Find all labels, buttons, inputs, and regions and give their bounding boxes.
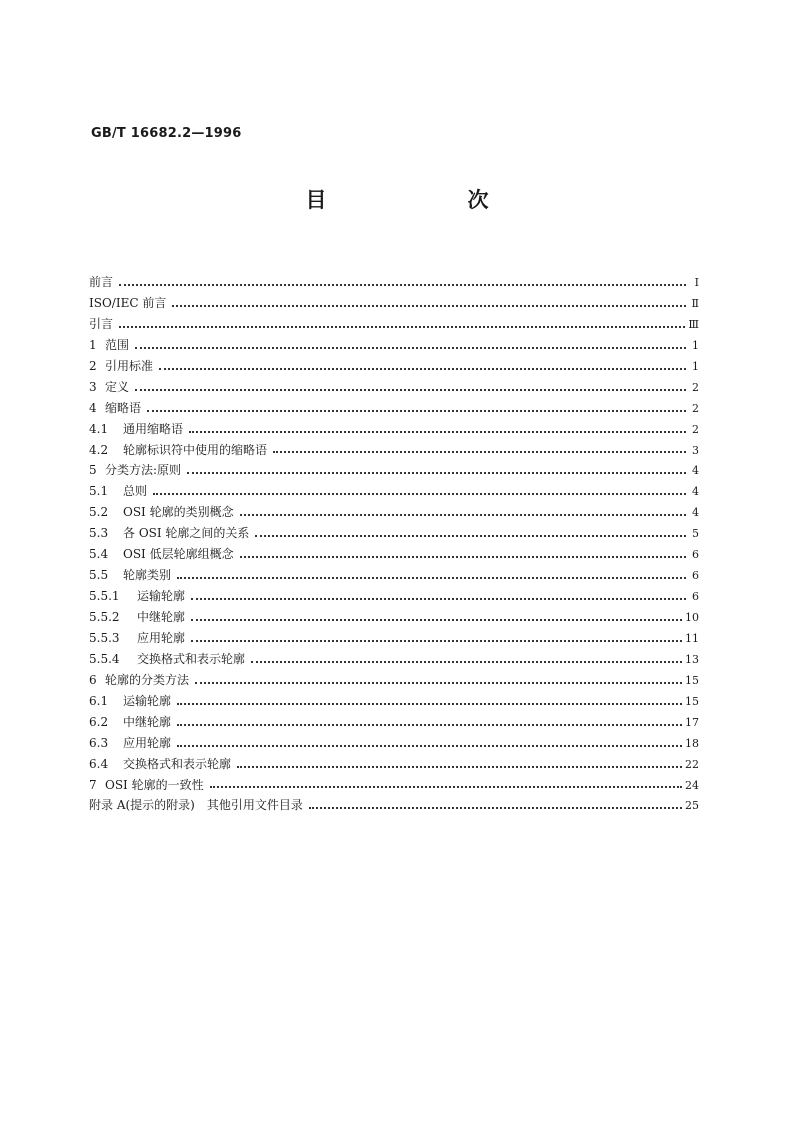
toc-entry[interactable] <box>89 504 699 525</box>
toc-entry-label: 缩略语 <box>105 400 142 415</box>
toc-entry-heading <box>89 483 150 499</box>
toc-entry-page-number: 6 <box>692 548 699 562</box>
dot-leader <box>237 766 682 768</box>
toc-entry-label: 应用轮廓 <box>137 630 186 645</box>
toc-entry-page-number: 18 <box>685 736 699 750</box>
toc-entry-label: OSI 轮廓的类别概念 <box>123 505 234 520</box>
toc-entry-page-number: Ⅲ <box>688 317 699 331</box>
toc-entry-number: 4.1 <box>89 421 109 436</box>
toc-entry-number: 4.2 <box>89 442 109 457</box>
toc-entry-label: 总则 <box>123 484 148 499</box>
toc-entry-heading <box>89 400 144 416</box>
toc-entry-number: 5.5.2 <box>89 610 120 624</box>
toc-entry-label: OSI 轮廓的一致性 <box>105 777 204 792</box>
toc-entry-page-number: 4 <box>692 506 699 520</box>
toc-entry[interactable] <box>89 274 699 295</box>
toc-entry-heading <box>89 337 132 353</box>
dot-leader <box>255 535 686 537</box>
toc-entry[interactable] <box>89 546 699 567</box>
toc-entry-heading <box>89 609 188 625</box>
toc-entry-page-number: 3 <box>692 443 699 457</box>
toc-entry-number: 4 <box>89 400 97 415</box>
toc-entry-heading <box>89 588 188 604</box>
toc-entry-label: 各 OSI 轮廓之间的关系 <box>123 526 250 541</box>
toc-entry-page-number: 1 <box>692 359 699 373</box>
toc-entry-number: 5.5.3 <box>89 630 120 645</box>
toc-entry-label: ISO/IEC 前言 <box>89 295 167 310</box>
dot-leader <box>240 514 686 516</box>
toc-entry[interactable] <box>89 693 699 714</box>
dot-leader <box>191 598 686 600</box>
toc-entry[interactable] <box>89 379 699 400</box>
toc-entry[interactable] <box>89 316 699 337</box>
toc-entry-number: 5.4 <box>89 547 109 562</box>
toc-entry-page-number: 2 <box>692 380 699 394</box>
toc-entry-heading <box>89 295 169 311</box>
toc-entry-page-number: 25 <box>685 799 699 813</box>
toc-entry[interactable] <box>89 651 699 672</box>
toc-entry[interactable] <box>89 797 699 818</box>
toc-entry-heading <box>89 316 116 332</box>
toc-entry-page-number: Ⅱ <box>691 296 699 310</box>
toc-entry-label: 轮廓类别 <box>123 568 172 583</box>
toc-entry-page-number: 24 <box>685 778 699 792</box>
toc-entry-page-number: 6 <box>692 590 699 604</box>
toc-entry[interactable] <box>89 295 699 316</box>
dot-leader <box>195 682 682 684</box>
toc-entry-number: 5.1 <box>89 484 109 499</box>
toc-entry-page-number: 1 <box>692 338 699 352</box>
toc-entry-page-number: Ⅰ <box>694 276 699 289</box>
toc-entry-page-number: 22 <box>685 757 699 771</box>
dot-leader <box>309 807 682 809</box>
toc-entry-heading <box>89 756 234 772</box>
toc-entry-label: 引用标准 <box>105 358 154 373</box>
toc-entry-heading <box>89 421 186 437</box>
dot-leader <box>177 703 682 705</box>
dot-leader <box>177 577 686 579</box>
dot-leader <box>159 368 686 370</box>
toc-entry-page-number: 2 <box>692 422 699 436</box>
toc-entry-heading <box>89 546 237 562</box>
toc-entry[interactable] <box>89 609 699 630</box>
dot-leader <box>251 661 682 663</box>
toc-entry-heading <box>89 735 174 751</box>
toc-entry-label: 中继轮廓 <box>137 610 186 624</box>
toc-entry-heading <box>89 797 306 813</box>
toc-entry-heading <box>89 651 248 667</box>
toc-entry-label: 轮廓的分类方法 <box>105 672 190 687</box>
toc-entry-heading <box>89 567 174 583</box>
toc-entry-heading <box>89 358 156 374</box>
toc-entry-label: 分类方法:原则 <box>105 463 182 478</box>
toc-entry[interactable] <box>89 588 699 609</box>
toc-entry-page-number: 5 <box>692 527 699 541</box>
toc-entry-label: 范围 <box>105 337 130 352</box>
dot-leader <box>177 745 682 747</box>
toc-entry-number: 5.5 <box>89 568 109 583</box>
toc-entry-page-number: 11 <box>685 631 699 645</box>
toc-entry-number: 5 <box>89 463 97 478</box>
toc-entry[interactable] <box>89 630 699 651</box>
dot-leader <box>187 472 686 474</box>
toc-entry-page-number: 15 <box>685 694 699 708</box>
dot-leader <box>189 431 686 433</box>
standard-code: GB/T 16682.2—1996 <box>91 126 242 141</box>
toc-entry-label: 中继轮廓 <box>123 714 172 729</box>
toc-entry-number: 6.3 <box>89 735 109 750</box>
dot-leader <box>119 326 685 328</box>
toc-entry-page-number: 4 <box>692 464 699 478</box>
dot-leader <box>135 389 686 391</box>
dot-leader <box>177 724 682 726</box>
toc-entry-label: 应用轮廓 <box>123 735 172 750</box>
toc-entry-label: 引言 <box>89 316 114 331</box>
dot-leader <box>172 305 686 307</box>
toc-entry-heading <box>89 379 132 395</box>
toc-entry[interactable] <box>89 462 699 483</box>
toc-entry[interactable] <box>89 442 699 463</box>
toc-entry-label: 交换格式和表示轮廓 <box>123 756 232 771</box>
toc-entry-label: 附录 A(提示的附录) 其他引用文件目录 <box>89 798 303 813</box>
toc-entry[interactable] <box>89 714 699 735</box>
toc-entry-label: 前言 <box>89 275 114 289</box>
toc-entry[interactable] <box>89 525 699 546</box>
toc-entry-heading <box>89 504 237 520</box>
toc-entry-number: 6 <box>89 672 97 687</box>
toc-entry[interactable] <box>89 421 699 442</box>
toc-entry[interactable] <box>89 483 699 504</box>
dot-leader <box>273 451 686 453</box>
toc-entry[interactable] <box>89 400 699 421</box>
toc-entry-heading <box>89 693 174 709</box>
toc-entry-heading <box>89 630 188 646</box>
toc-entry[interactable] <box>89 337 699 358</box>
toc-entry-label: 定义 <box>105 379 130 394</box>
dot-leader <box>119 284 686 286</box>
toc-entry-number: 5.5.1 <box>89 589 120 604</box>
toc-entry-label: 运输轮廓 <box>123 693 172 708</box>
toc-entry-page-number: 15 <box>685 673 699 687</box>
toc-entry-page-number: 10 <box>685 611 699 624</box>
toc-entry[interactable] <box>89 735 699 756</box>
toc-entry-label: 通用缩略语 <box>123 421 184 436</box>
toc-entry-page-number: 17 <box>685 715 699 729</box>
dot-leader <box>135 347 686 349</box>
dot-leader <box>240 556 686 558</box>
toc-entry-page-number: 13 <box>685 652 699 666</box>
toc-entry-number: 5.2 <box>89 505 109 520</box>
toc-entry[interactable] <box>89 567 699 588</box>
toc-entry-number: 2 <box>89 358 97 373</box>
toc-entry-number: 6.4 <box>89 756 109 771</box>
toc-entry-label: 交换格式和表示轮廓 <box>137 651 246 666</box>
toc-entry-heading <box>89 462 184 478</box>
toc-entry-page-number: 6 <box>692 569 699 583</box>
toc-entry-number: 5.5.4 <box>89 651 120 666</box>
table-of-contents <box>89 274 699 818</box>
toc-entry-number: 6.2 <box>89 714 109 729</box>
toc-entry[interactable] <box>89 358 699 379</box>
toc-entry[interactable] <box>89 777 699 798</box>
toc-entry-heading <box>89 525 252 541</box>
toc-entry-label: OSI 低层轮廓组概念 <box>123 547 234 562</box>
dot-leader <box>191 619 682 621</box>
dot-leader <box>153 493 686 495</box>
toc-entry-heading <box>89 442 270 458</box>
toc-entry[interactable] <box>89 672 699 693</box>
toc-entry-page-number: 4 <box>692 485 699 499</box>
toc-entry[interactable] <box>89 756 699 777</box>
toc-entry-number: 6.1 <box>89 693 109 708</box>
toc-entry-page-number: 2 <box>692 401 699 415</box>
dot-leader <box>147 410 686 412</box>
toc-entry-number: 5.3 <box>89 526 109 541</box>
dot-leader <box>191 640 682 642</box>
page-title: 目 次 <box>305 188 549 212</box>
dot-leader <box>210 786 682 788</box>
toc-entry-number: 1 <box>89 337 97 352</box>
toc-entry-number: 7 <box>89 777 97 792</box>
toc-entry-heading <box>89 672 192 688</box>
toc-entry-heading <box>89 777 207 793</box>
toc-entry-label: 轮廓标识符中使用的缩略语 <box>123 442 268 457</box>
toc-entry-heading <box>89 274 116 290</box>
toc-entry-number: 3 <box>89 379 97 394</box>
toc-entry-heading <box>89 714 174 730</box>
toc-entry-label: 运输轮廓 <box>137 589 186 604</box>
